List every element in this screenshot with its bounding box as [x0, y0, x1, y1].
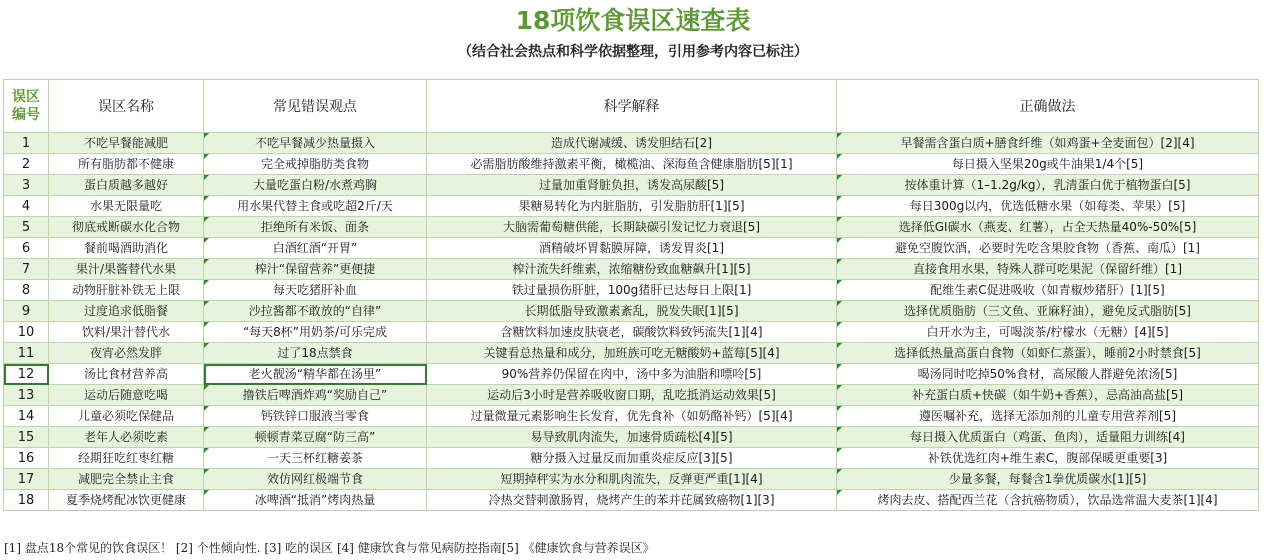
- cell-name[interactable]: 所有脂肪都不健康: [49, 154, 204, 175]
- cell-science[interactable]: 榨汁流失纤维素，浓缩糖份致血糖飙升[1][5]: [427, 259, 837, 280]
- cell-science[interactable]: 关键看总热量和成分，加班族可吃无糖酸奶+蓝莓[5][4]: [427, 343, 837, 364]
- cell-correct[interactable]: 遵医嘱补充，选择无添加剂的儿童专用营养剂[5]: [837, 406, 1259, 427]
- cell-name[interactable]: 减肥完全禁止主食: [49, 469, 204, 490]
- header-id[interactable]: 误区编号: [4, 80, 49, 133]
- cell-science[interactable]: 易导致肌肉流失，加速骨质疏松[4][5]: [427, 427, 837, 448]
- cell-science[interactable]: 糖分摄入过量反而加重炎症反应[3][5]: [427, 448, 837, 469]
- cell-correct[interactable]: 补充蛋白质+快碳（如牛奶+香蕉），忌高油高盐[5]: [837, 385, 1259, 406]
- table-row: [4, 217, 1259, 238]
- cell-view[interactable]: 完全戒掉脂肪类食物: [204, 154, 427, 175]
- cell-id[interactable]: 4: [4, 196, 49, 217]
- references-footnote: [1] 盘点18个常见的饮食误区！ [2] 个性倾向性. [3] 吃的误区 [4] 健康饮食与常见病防控指南[5] 《健康饮食与营养误区》: [4, 541, 655, 555]
- table-row: [4, 364, 1259, 385]
- cell-science[interactable]: 酒精破坏胃黏膜屏障，诱发胃炎[1]: [427, 238, 837, 259]
- cell-correct[interactable]: 避免空腹饮酒，必要时先吃含果胶食物（香蕉、南瓜）[1]: [837, 238, 1259, 259]
- cell-correct[interactable]: 选择低热量高蛋白食物（如虾仁蒸蛋），睡前2小时禁食[5]: [837, 343, 1259, 364]
- cell-name[interactable]: 蛋白质越多越好: [49, 175, 204, 196]
- cell-view[interactable]: 白酒红酒“开胃”: [204, 238, 427, 259]
- cell-id[interactable]: 18: [4, 490, 49, 511]
- cell-id[interactable]: 8: [4, 280, 49, 301]
- cell-correct[interactable]: 直接食用水果，特殊人群可吃果泥（保留纤维）[1]: [837, 259, 1259, 280]
- cell-correct[interactable]: 配维生素C促进吸收（如青椒炒猪肝）[1][5]: [837, 280, 1259, 301]
- cell-name[interactable]: 饮料/果汁替代水: [49, 322, 204, 343]
- cell-id[interactable]: 10: [4, 322, 49, 343]
- cell-id[interactable]: 13: [4, 385, 49, 406]
- cell-name[interactable]: 过度追求低脂餐: [49, 301, 204, 322]
- cell-view[interactable]: 老火靓汤“精华都在汤里”: [204, 364, 427, 385]
- myths-table: [3, 79, 1259, 511]
- table-row: [4, 385, 1259, 406]
- cell-view[interactable]: 沙拉酱都不敢放的“自律”: [204, 301, 427, 322]
- cell-view[interactable]: 过了18点禁食: [204, 343, 427, 364]
- table-row: [4, 343, 1259, 364]
- table-row: [4, 427, 1259, 448]
- cell-id[interactable]: 16: [4, 448, 49, 469]
- cell-view[interactable]: 冰啤酒“抵消”烤肉热量: [204, 490, 427, 511]
- cell-id[interactable]: 17: [4, 469, 49, 490]
- cell-correct[interactable]: 选择低GI碳水（燕麦、红薯），占全天热量40%-50%[5]: [837, 217, 1259, 238]
- table-row: [4, 490, 1259, 511]
- table-row: [4, 238, 1259, 259]
- table-row: [4, 259, 1259, 280]
- cell-name[interactable]: 果汁/果酱替代水果: [49, 259, 204, 280]
- header-view[interactable]: 常见错误观点: [204, 80, 427, 133]
- cell-view[interactable]: 每天吃猪肝补血: [204, 280, 427, 301]
- cell-name[interactable]: 汤比食材营养高: [49, 364, 204, 385]
- cell-correct[interactable]: 白开水为主，可喝淡茶/柠檬水（无糖）[4][5]: [837, 322, 1259, 343]
- header-correct[interactable]: 正确做法: [837, 80, 1259, 133]
- cell-view[interactable]: 一天三杯红糖姜茶: [204, 448, 427, 469]
- cell-id[interactable]: 11: [4, 343, 49, 364]
- table-body: [4, 133, 1259, 511]
- cell-name[interactable]: 老年人必须吃素: [49, 427, 204, 448]
- page-title: 18项饮食误区速查表: [515, 6, 751, 35]
- cell-name[interactable]: 动物肝脏补铁无上限: [49, 280, 204, 301]
- cell-view[interactable]: 榨汁“保留营养”更便捷: [204, 259, 427, 280]
- table-row: [4, 175, 1259, 196]
- cell-science[interactable]: 长期低脂导致激素紊乱，脱发失眠[1][5]: [427, 301, 837, 322]
- cell-correct[interactable]: 少量多餐，每餐含1拳优质碳水[1][5]: [837, 469, 1259, 490]
- cell-correct[interactable]: 选择优质脂肪（三文鱼、亚麻籽油），避免反式脂肪[5]: [837, 301, 1259, 322]
- cell-correct[interactable]: 喝汤同时吃掉50%食材，高尿酸人群避免浓汤[5]: [837, 364, 1259, 385]
- cell-view[interactable]: 顿顿青菜豆腐“防三高”: [204, 427, 427, 448]
- cell-id[interactable]: 5: [4, 217, 49, 238]
- cell-science[interactable]: 含糖饮料加速皮肤衰老，碳酸饮料致钙流失[1][4]: [427, 322, 837, 343]
- table-row: [4, 301, 1259, 322]
- cell-science[interactable]: 短期掉秤实为水分和肌肉流失，反弹更严重[1][4]: [427, 469, 837, 490]
- cell-name[interactable]: 餐前喝酒助消化: [49, 238, 204, 259]
- cell-id[interactable]: 1: [4, 133, 49, 154]
- table-row: [4, 154, 1259, 175]
- cell-science[interactable]: 冷热交替刺激肠胃，烧烤产生的苯并芘属致癌物[1][3]: [427, 490, 837, 511]
- cell-name[interactable]: 儿童必须吃保健品: [49, 406, 204, 427]
- cell-id[interactable]: 9: [4, 301, 49, 322]
- table-row: [4, 406, 1259, 427]
- cell-name[interactable]: 经期狂吃红枣红糖: [49, 448, 204, 469]
- table-row: [4, 322, 1259, 343]
- cell-science[interactable]: 过量微量元素影响生长发育，优先食补（如奶酪补钙）[5][4]: [427, 406, 837, 427]
- cell-correct[interactable]: 每日摄入坚果20g或牛油果1/4个[5]: [837, 154, 1259, 175]
- cell-id[interactable]: 14: [4, 406, 49, 427]
- cell-view[interactable]: 效仿网红极端节食: [204, 469, 427, 490]
- cell-name[interactable]: 水果无限量吃: [49, 196, 204, 217]
- cell-view[interactable]: 大量吃蛋白粉/水煮鸡胸: [204, 175, 427, 196]
- cell-view[interactable]: 钙铁锌口服液当零食: [204, 406, 427, 427]
- cell-name[interactable]: 彻底戒断碳水化合物: [49, 217, 204, 238]
- cell-view[interactable]: “每天8杯”用奶茶/可乐完成: [204, 322, 427, 343]
- table-row: [4, 448, 1259, 469]
- page-subtitle: （结合社会热点和科学依据整理，引用参考内容已标注）: [458, 44, 808, 60]
- cell-id[interactable]: 2: [4, 154, 49, 175]
- cell-view[interactable]: 拒绝所有米饭、面条: [204, 217, 427, 238]
- cell-view[interactable]: 不吃早餐减少热量摄入: [204, 133, 427, 154]
- cell-science[interactable]: 造成代谢减缓、诱发胆结石[2]: [427, 133, 837, 154]
- table-row: [4, 469, 1259, 490]
- header-row: [4, 80, 1259, 133]
- cell-name[interactable]: 夜宵必然发胖: [49, 343, 204, 364]
- cell-science[interactable]: 大脑需葡萄糖供能，长期缺碳引发记忆力衰退[5]: [427, 217, 837, 238]
- cell-correct[interactable]: 早餐需含蛋白质+膳食纤维（如鸡蛋+全麦面包）[2][4]: [837, 133, 1259, 154]
- cell-id[interactable]: 3: [4, 175, 49, 196]
- cell-science[interactable]: 90%营养仍保留在肉中，汤中多为油脂和嘌呤[5]: [427, 364, 837, 385]
- header-name[interactable]: 误区名称: [49, 80, 204, 133]
- cell-correct[interactable]: 按体重计算（1–1.2g/kg），乳清蛋白优于植物蛋白[5]: [837, 175, 1259, 196]
- cell-view[interactable]: 用水果代替主食或吃超2斤/天: [204, 196, 427, 217]
- table-row: [4, 133, 1259, 154]
- header-science[interactable]: 科学解释: [427, 80, 837, 133]
- cell-id[interactable]: 7: [4, 259, 49, 280]
- cell-correct[interactable]: 烤肉去皮、搭配西兰花（含抗癌物质），饮品选常温大麦茶[1][4]: [837, 490, 1259, 511]
- cell-view[interactable]: 撸铁后啤酒炸鸡“奖励自己”: [204, 385, 427, 406]
- cell-science[interactable]: 必需脂肪酸维持激素平衡，橄榄油、深海鱼含健康脂肪[5][1]: [427, 154, 837, 175]
- cell-correct[interactable]: 每日摄入优质蛋白（鸡蛋、鱼肉），适量阻力训练[4]: [837, 427, 1259, 448]
- cell-correct[interactable]: 每日300g以内，优选低糖水果（如莓类、苹果）[5]: [837, 196, 1259, 217]
- cell-id[interactable]: 6: [4, 238, 49, 259]
- cell-name[interactable]: 夏季烧烤配冰饮更健康: [49, 490, 204, 511]
- cell-science[interactable]: 运动后3小时是营养吸收窗口期，乱吃抵消运动效果[5]: [427, 385, 837, 406]
- table-row: [4, 196, 1259, 217]
- cell-science[interactable]: 铁过量损伤肝脏，100g猪肝已达每日上限[1]: [427, 280, 837, 301]
- cell-science[interactable]: 果糖易转化为内脏脂肪，引发脂肪肝[1][5]: [427, 196, 837, 217]
- cell-id[interactable]: 12: [4, 364, 49, 385]
- cell-science[interactable]: 过量加重肾脏负担，诱发高尿酸[5]: [427, 175, 837, 196]
- table-row: [4, 280, 1259, 301]
- cell-id[interactable]: 15: [4, 427, 49, 448]
- cell-name[interactable]: 不吃早餐能减肥: [49, 133, 204, 154]
- cell-correct[interactable]: 补铁优选红肉+维生素C，腹部保暖更重要[3]: [837, 448, 1259, 469]
- cell-name[interactable]: 运动后随意吃喝: [49, 385, 204, 406]
